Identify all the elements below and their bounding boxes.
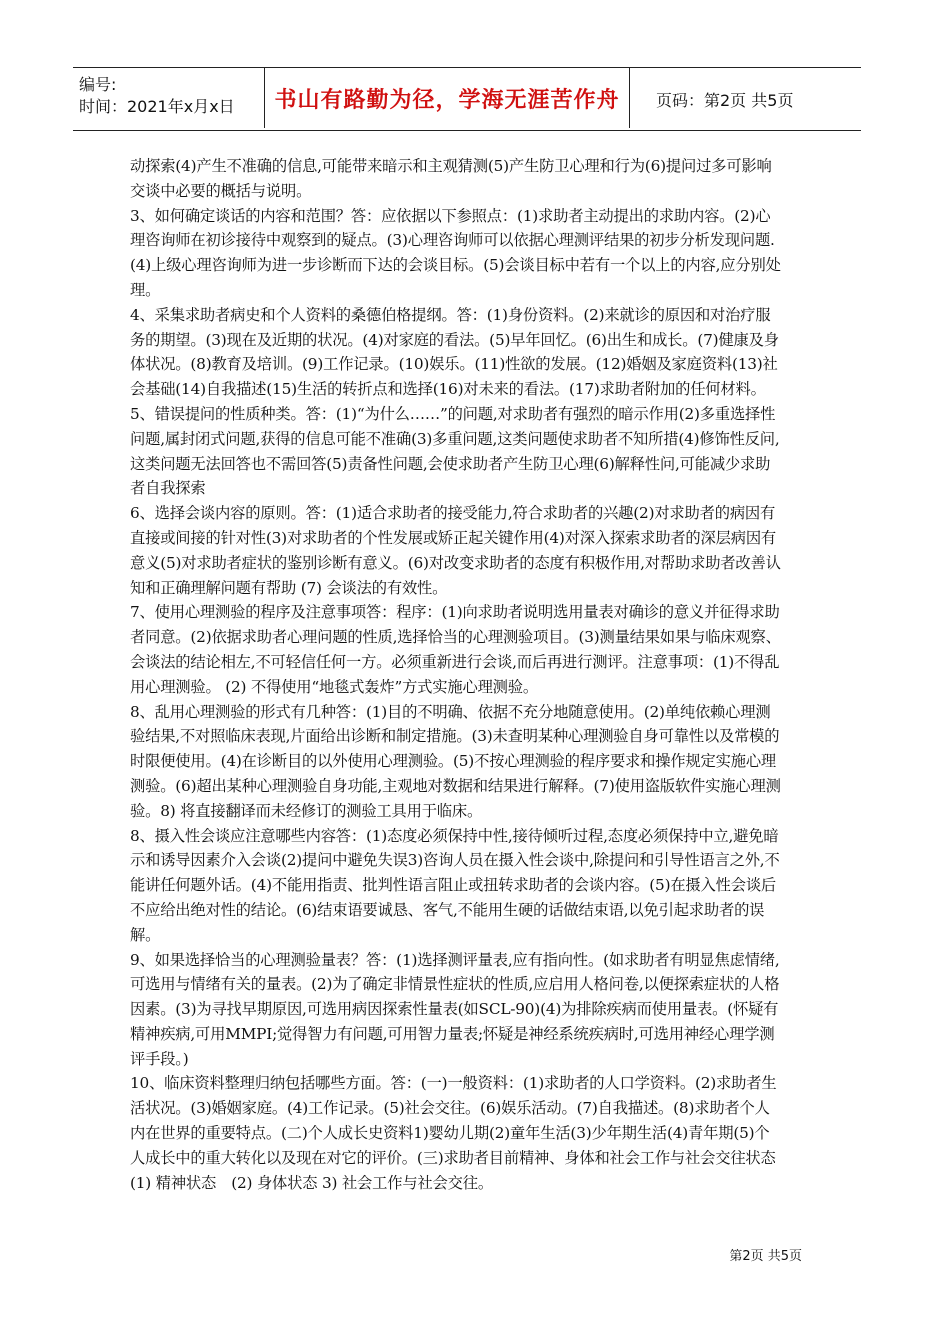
paragraph: 动探索(4)产生不准确的信息,可能带来暗示和主观猜测(5)产生防卫心理和行为(6)提问过多可影响交谈中必要的概括与说明。 xyxy=(130,157,772,200)
header-motto: 书山有路勤为径，学海无涯苦作舟 xyxy=(274,87,620,113)
paragraph: 10、临床资料整理归纳包括哪些方面。答：(一)一般资料：(1)求助者的人口学资料。(2)求助者生活状况。(3)婚姻家庭。(4)工作记录。(5)社会交往。(6)娱乐活动。(7)自我描述。(8)求助者个人内在世界的重要特点。(二)个人成长史资料1)婴幼儿期(2)童年生活(3)少年期生活(4)青年期(5)个人成长中的重大转化以及现在对它的评价。(三)求助者目前精神、身体和社会工作与社会交往状态 (1) 精神状态 (2) 身体状态 3) 社会工作与社会交往。 xyxy=(130,1074,777,1192)
paragraph: 9、如果选择恰当的心理测验量表？答：(1)选择测评量表,应有指向性。(如求助者有明显焦虑情绪,可选用与情绪有关的量表。(2)为了确定非情景性症状的性质,应启用人格问卷,以便探索症状的人格因素。(3)为寻找早期原因,可选用病因探索性量表(如SCL-90)(4)为排除疾病而使用量表。(怀疑有精神疾病,可用MMPI;觉得智力有问题,可用智力量表;怀疑是神经系统疾病时,可选用神经心理学测评手段。) xyxy=(130,950,780,1068)
paragraph: 7、使用心理测验的程序及注意事项答：程序：(1)向求助者说明选用量表对确诊的意义并征得求助者同意。(2)依据求助者心理问题的性质,选择恰当的心理测验项目。(3)测量结果如果与临床观察、会谈法的结论相左,不可轻信任何一方。必须重新进行会谈,而后再进行测评。注意事项：(1)不得乱用心理测验。 (2) 不得使用“地毯式轰炸”方式实施心理测验。 xyxy=(130,603,781,696)
paragraph: 4、采集求助者病史和个人资料的桑德伯格提纲。答：(1)身份资料。(2)来就诊的原因和对治疗服务的期望。(3)现在及近期的状况。(4)对家庭的看法。(5)早年回忆。(6)出生和成长。(7)健康及身体状况。(8)教育及培训。(9)工作记录。(10)娱乐。(11)性欲的发展。(12)婚姻及家庭资料(13)社会基础(14)自我描述(15)生活的转折点和选择(16)对未来的看法。(17)求助者附加的任何材料。 xyxy=(130,305,779,399)
header-page-number: 页码：第2页 共5页 xyxy=(656,91,794,110)
document-body xyxy=(130,154,782,1195)
header-motto-cell xyxy=(264,68,630,128)
page-header xyxy=(73,67,861,131)
paragraph: 8、乱用心理测验的形式有几种答：(1)目的不明确、依据不充分地随意使用。(2)单纯依赖心理测验结果,不对照临床表现,片面给出诊断和制定措施。(3)未查明某种心理测验自身可靠性以及常模的时限便使用。(4)在诊断目的以外使用心理测验。(5)不按心理测验的程序要求和操作规定实施心理测验。(6)超出某种心理测验自身功能,主观地对数据和结果进行解释。(7)使用盗版软件实施心理测验。8) 将直接翻译而未经修订的测验工具用于临床。 xyxy=(130,702,781,820)
header-meta xyxy=(79,74,235,118)
paragraph: 5、错误提问的性质种类。答：(1)“为什么……”的问题,对求助者有强烈的暗示作用(2)多重选择性问题,属封闭式问题,获得的信息可能不准确(3)多重问题,这类问题使求助者不知所措(4)修饰性反问,这类问题无法回答也不需回答(5)责备性问题,会使求助者产生防卫心理(6)解释性问,可能减少求助者自我探索 xyxy=(130,404,780,498)
paragraph: 6、选择会谈内容的原则。答：(1)适合求助者的接受能力,符合求助者的兴趣(2)对求助者的病因有直接或间接的针对性(3)对求助者的个性发展或矫正起关键作用(4)对深入探索求助者的深层病因有意义(5)对求助者症状的鉴别诊断有意义。(6)对改变求助者的态度有积极作用,对帮助求助者改善认知和正确理解问题有帮助 (7) 会谈法的有效性。 xyxy=(130,504,781,597)
document-number-label: 编号: xyxy=(79,75,117,94)
paragraph: 8、摄入性会谈应注意哪些内容答：(1)态度必须保持中性,接待倾听过程,态度必须保持中立,避免暗示和诱导因素介入会谈(2)提问中避免失误3)咨询人员在摄入性会谈中,除提问和引导性语言之外,不能讲任何题外话。(4)不能用指责、批判性语言阻止或扭转求助者的会谈内容。(5)在摄入性会谈后不应给出绝对性的结论。(6)结束语要诚恳、客气,不能用生硬的话做结束语,以免引起求助者的误解。 xyxy=(130,826,780,944)
page-footer: 第2页 共5页 xyxy=(729,1249,802,1264)
paragraph: 3、如何确定谈话的内容和范围？答：应依据以下参照点：(1)求助者主动提出的求助内容。(2)心理咨询师在初诊接待中观察到的疑点。(3)心理咨询师可以依据心理测评结果的初步分析发现问题.(4)上级心理咨询师为进一步诊断而下达的会谈目标。(5)会谈目标中若有一个以上的内容,应分别处理。 xyxy=(130,206,781,299)
document-date: 时间：2021年x月x日 xyxy=(79,97,235,116)
